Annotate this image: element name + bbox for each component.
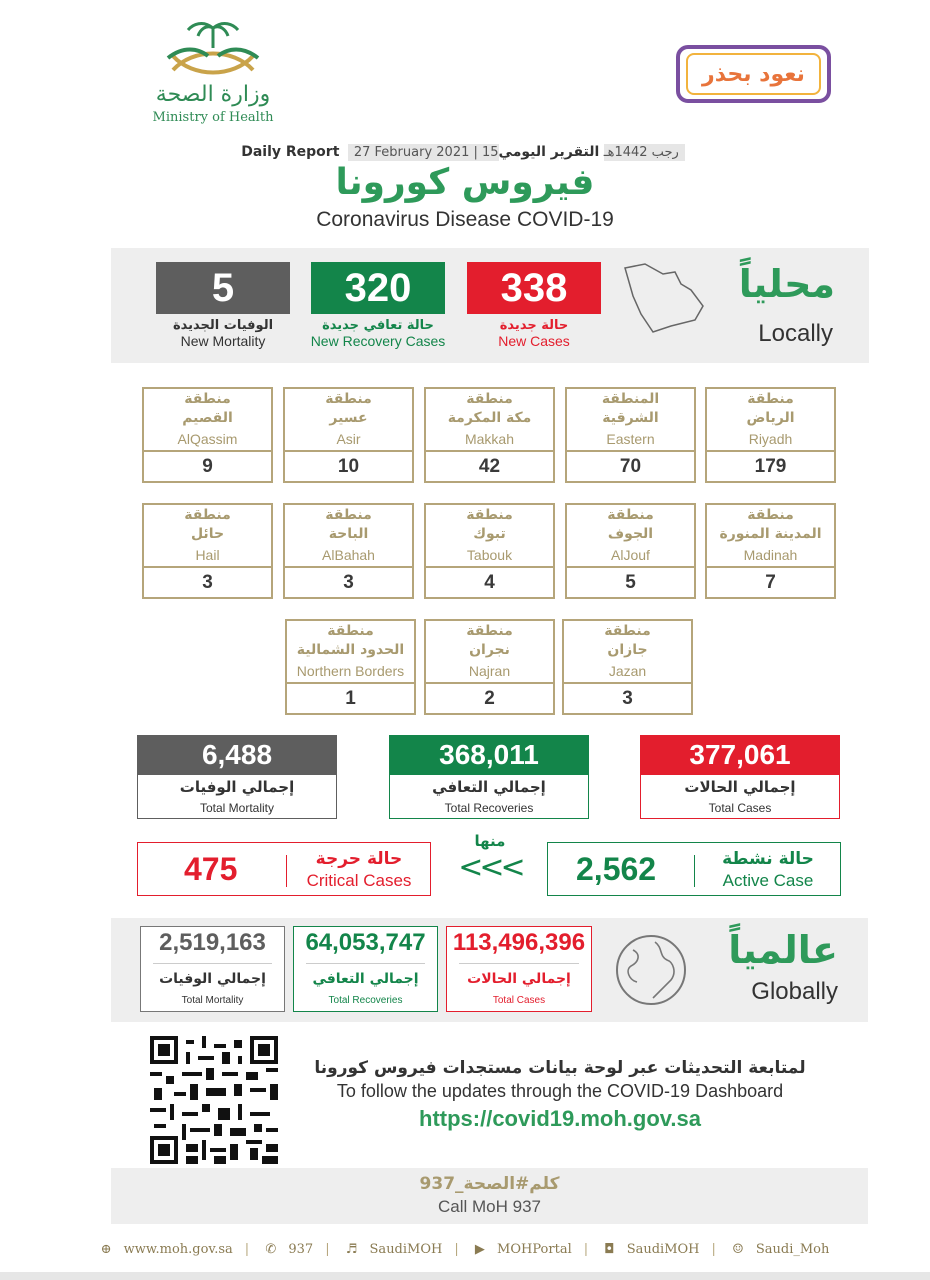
region-label-ar: منطقة (466, 507, 513, 523)
region-value: 7 (707, 566, 834, 597)
region-name-en: Tabouk (466, 547, 513, 563)
report-line (0, 144, 930, 160)
new-recovery-label-en: New Recovery Cases (310, 333, 446, 349)
region-card (562, 619, 693, 715)
total-cases-label-ar: إجمالي الحالات (684, 778, 796, 796)
region-card (142, 387, 273, 483)
instagram-text: SaudiMOH (626, 1242, 700, 1257)
snapchat-link[interactable] (728, 1242, 833, 1257)
globally-label-ar: عالمياً (728, 928, 838, 972)
region-card (285, 619, 416, 715)
region-value: 42 (426, 450, 553, 481)
region-label-ar: منطقة (184, 507, 231, 523)
region-name-ar: الحدود الشمالية (296, 642, 405, 658)
region-label-ar: منطقة (325, 391, 372, 407)
twitter-link[interactable] (342, 1242, 447, 1257)
social-links (0, 1242, 930, 1257)
twitter-text: SaudiMOH (369, 1242, 443, 1257)
critical-cases-value: 475 (184, 851, 238, 887)
global-recoveries-value: 64,053,747 (305, 929, 426, 956)
instagram-link[interactable] (600, 1242, 703, 1257)
total-cases-value: 377,061 (640, 735, 840, 775)
total-mortality-card (137, 735, 337, 819)
region-name-ar: المدينة المنورة (719, 526, 822, 542)
global-cases-separator (459, 963, 579, 964)
region-name-en: Madinah (743, 547, 798, 563)
website-link[interactable] (97, 1242, 237, 1257)
global-recoveries-label-en: Total Recoveries (328, 995, 403, 1006)
new-recovery-value: 320 (311, 262, 445, 314)
total-recoveries-label-ar: إجمالي التعافي (432, 778, 546, 796)
region-name-en: Riyadh (748, 431, 793, 447)
region-label-ar: منطقة (607, 507, 654, 523)
region-name-en: Jazan (608, 663, 647, 679)
call-hashtag: كلم#الصحة_937 (419, 1174, 560, 1194)
phone-text: 937 (288, 1242, 314, 1257)
global-mortality-label-en: Total Mortality (181, 995, 244, 1006)
locally-panel (111, 248, 869, 363)
critical-divider (286, 855, 287, 887)
report-label-en: Daily Report (241, 144, 340, 160)
region-label-ar: منطقة (747, 507, 794, 523)
region-card (705, 387, 836, 483)
region-name-ar: تبوك (473, 526, 506, 542)
phone-icon: ✆ (265, 1242, 277, 1257)
global-recoveries-card (293, 926, 438, 1012)
new-mortality-label-ar: الوفيات الجديدة (172, 318, 274, 333)
critical-cases-card (137, 842, 431, 896)
total-recoveries-card (389, 735, 589, 819)
region-value: 3 (144, 566, 271, 597)
region-value: 3 (285, 566, 412, 597)
region-label-ar: منطقة (747, 391, 794, 407)
region-name-en: AlQassim (177, 431, 238, 447)
total-cases-label-en: Total Cases (708, 801, 772, 815)
active-cases-label-ar: حالة نشطة (722, 849, 814, 869)
region-label-ar: المنطقة (601, 391, 660, 407)
divider: | (454, 1242, 459, 1257)
slogan-text: نعود بحذر (702, 61, 805, 87)
global-cases-card (446, 926, 592, 1012)
global-mortality-label-ar: إجمالي الوفيات (159, 971, 266, 987)
global-recoveries-separator (306, 963, 425, 964)
youtube-link[interactable] (471, 1242, 576, 1257)
globally-label-en: Globally (751, 978, 838, 1005)
phone-link[interactable] (261, 1242, 317, 1257)
call-panel (111, 1168, 868, 1224)
total-mortality-label-en: Total Mortality (199, 801, 275, 815)
global-mortality-card (140, 926, 285, 1012)
page-title-ar: فيروس كورونا (335, 162, 595, 203)
region-card (283, 503, 414, 599)
twitter-icon: ♬ (345, 1242, 358, 1257)
active-cases-card (547, 842, 841, 896)
total-mortality-label-ar: إجمالي الوفيات (179, 778, 295, 796)
page-title-en: Coronavirus Disease COVID-19 (316, 208, 614, 231)
globally-panel (111, 918, 868, 1022)
region-name-en: AlJouf (611, 547, 650, 563)
globe-icon: ⊕ (100, 1242, 112, 1257)
region-value: 179 (707, 450, 834, 481)
global-cases-label-en: Total Cases (492, 995, 546, 1006)
region-name-ar: حائل (190, 526, 225, 542)
region-name-ar: الشرقية (602, 410, 659, 426)
region-card (565, 503, 696, 599)
follow-text-ar: لمتابعة التحديثات عبر لوحة بيانات مستجدات فيروس كورونا (314, 1058, 806, 1078)
region-card (424, 503, 555, 599)
region-name-en: Northern Borders (296, 663, 405, 679)
region-name-en: Makkah (464, 431, 515, 447)
region-label-ar: منطقة (604, 623, 651, 639)
active-divider (694, 855, 695, 887)
call-moh: Call MoH 937 (438, 1197, 541, 1216)
region-name-ar: نجران (469, 642, 510, 658)
new-mortality-value: 5 (156, 262, 290, 314)
youtube-icon: ▶ (474, 1242, 485, 1257)
globe-icon (613, 932, 689, 1008)
snapchat-text: Saudi_Moh (755, 1242, 830, 1257)
critical-cases-label-en: Critical Cases (306, 871, 412, 890)
report-label-ar: التقرير اليومي (498, 144, 600, 160)
region-card (565, 387, 696, 483)
region-card (283, 387, 414, 483)
region-name-ar: جازان (607, 642, 648, 658)
divider: | (325, 1242, 330, 1257)
region-value: 9 (144, 450, 271, 481)
region-card (142, 503, 273, 599)
region-name-en: Eastern (606, 431, 655, 447)
region-value: 10 (285, 450, 412, 481)
region-name-ar: القصيم (182, 410, 233, 426)
new-recovery-label-ar: حالة تعافي جديدة (322, 318, 434, 333)
region-card (424, 387, 555, 483)
region-name-en: Asir (336, 431, 361, 447)
region-name-ar: مكة المكرمة (447, 410, 532, 426)
region-label-ar: منطقة (327, 623, 374, 639)
youtube-text: MOHPortal (497, 1242, 572, 1257)
critical-cases-label-ar: حالة حرجة (315, 849, 403, 869)
divider: | (711, 1242, 716, 1257)
new-cases-label-en: New Cases (498, 333, 570, 349)
qr-code[interactable] (150, 1036, 278, 1164)
slogan-badge (676, 45, 831, 103)
of-which-label: منها (474, 832, 506, 850)
new-cases-label-ar: حالة جديدة (499, 318, 569, 333)
global-mortality-separator (153, 963, 272, 964)
total-mortality-value: 6,488 (137, 735, 337, 775)
new-mortality-label-en: New Mortality (180, 333, 266, 349)
moh-logo (148, 18, 278, 128)
region-name-ar: الجوف (607, 526, 654, 542)
bottom-bar (0, 1272, 930, 1280)
divider: | (244, 1242, 250, 1257)
locally-label-en: Locally (758, 320, 833, 347)
region-label-ar: منطقة (184, 391, 231, 407)
region-value: 2 (426, 682, 553, 713)
region-value: 1 (287, 682, 414, 713)
global-recoveries-label-ar: إجمالي التعافي (312, 971, 419, 987)
arrows-left-icon: <<< (458, 850, 522, 885)
region-card (424, 619, 555, 715)
region-label-ar: منطقة (325, 507, 372, 523)
global-cases-value: 113,496,396 (452, 929, 586, 956)
locally-label-ar: محلياً (738, 262, 835, 306)
new-cases-value: 338 (467, 262, 601, 314)
region-label-ar: منطقة (466, 391, 513, 407)
region-label-ar: منطقة (466, 623, 513, 639)
dashboard-link[interactable]: https://covid19.moh.gov.sa (419, 1106, 701, 1131)
website-text: www.moh.gov.sa (123, 1242, 233, 1257)
region-value: 70 (567, 450, 694, 481)
active-cases-value: 2,562 (576, 851, 657, 887)
divider: | (583, 1242, 589, 1257)
region-name-en: Najran (468, 663, 511, 679)
region-value: 3 (564, 682, 691, 713)
global-cases-label-ar: إجمالي الحالات (467, 971, 571, 987)
total-recoveries-label-en: Total Recoveries (444, 801, 534, 815)
saudi-map-icon (619, 260, 709, 334)
region-name-ar: الباحة (328, 526, 369, 542)
report-date: 27 February 2021 | 15رجب 1442هـ (348, 144, 685, 161)
region-value: 4 (426, 566, 553, 597)
total-cases-card (640, 735, 840, 819)
region-name-en: AlBahah (322, 547, 375, 563)
ministry-name-ar: وزارة الصحة (155, 82, 271, 107)
region-name-en: Hail (195, 547, 220, 563)
region-card (705, 503, 836, 599)
snapchat-icon: ☺ (732, 1242, 744, 1257)
instagram-icon: ◘ (604, 1242, 615, 1257)
active-cases-label-en: Active Case (722, 871, 814, 890)
region-name-ar: الرياض (746, 410, 795, 426)
global-mortality-value: 2,519,163 (159, 929, 266, 956)
region-name-ar: عسير (329, 410, 368, 426)
follow-text-en: To follow the updates through the COVID-19 Dashboard (336, 1081, 784, 1101)
ministry-name-en: Ministry of Health (152, 110, 274, 125)
total-recoveries-value: 368,011 (389, 735, 589, 775)
palm-swords-icon (148, 18, 278, 82)
region-value: 5 (567, 566, 694, 597)
